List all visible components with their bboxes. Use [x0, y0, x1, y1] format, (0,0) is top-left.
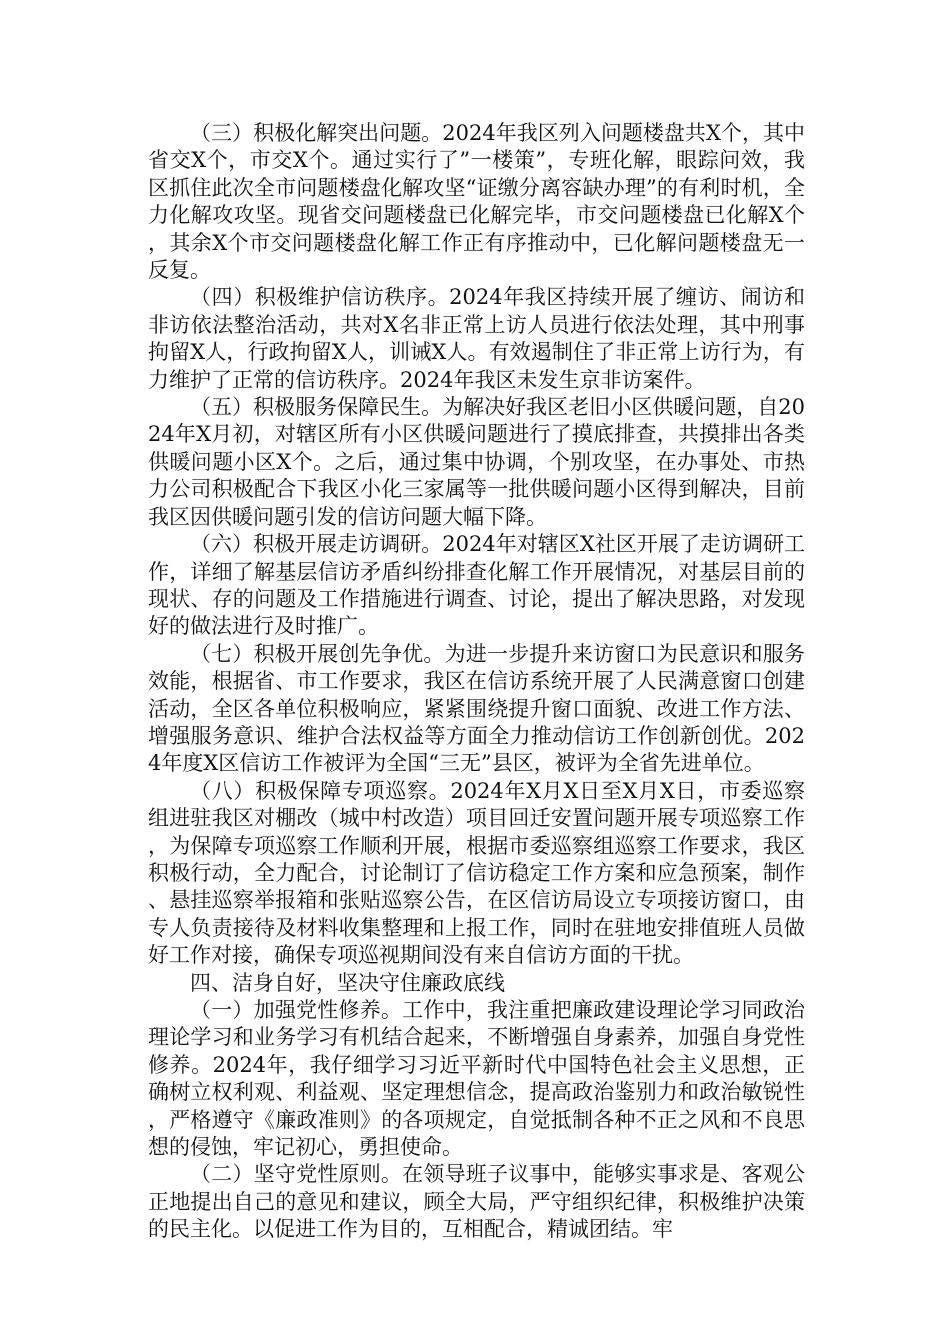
paragraph-4-petition-order: （四）积极维护信访秩序。2024年我区持续开展了缠访、闹访和非访依法整治活动，共对X名非正常上访人员进行依法处理，其中刑事拘留X人，行政拘留X人，训诫X人。有效遏制住了非正常上访行为，有力维护了正常的信访秩序。2024年我区未发生京非访案件。	[148, 285, 805, 392]
section-heading: 四、洁身自好，坚决守住廉政底线	[190, 970, 505, 995]
paragraph-8-inspection: （八）积极保障专项巡察。2024年X月X日至X月X日，市委巡察组进驻我区对棚改（城中村改造）项目回迁安置问题开展专项巡察工作，为保障专项巡察工作顺利开展，根据市委巡察组巡察工作要求，我区积极行动，全力配合，讨论制订了信访稳定工作方案和应急预案，制作、悬挂巡察举报箱和张贴巡察公告，在区信访局设立专项接访窗口，由专人负责接待及材料收集整理和上报工作，同时在驻地安排值班人员做好工作对接，确保专项巡视期间没有来自信访方面的干扰。	[148, 778, 805, 968]
paragraph-6-visits: （六）积极开展走访调研。2024年对辖区X社区开展了走访调研工作，详细了解基层信访矛盾纠纷排查化解工作开展情况，对基层目前的现状、存的问题及工作措施进行调查、讨论，提出了解决思路，对发现好的做法进行及时推广。	[148, 532, 805, 639]
paragraph-5-heating: （五）积极服务保障民生。为解决好我区老旧小区供暖问题，自2024年X月初，对辖区所有小区供暖问题进行了摸底排查，共摸排出各类供暖问题小区X个。之后，通过集中协调，个别攻坚，在办事处、市热力公司积极配合下我区小化三家属等一批供暖问题小区得到解决，目前我区因供暖问题引发的信访问题大幅下降。	[148, 395, 805, 529]
paragraph-7-excellence: （七）积极开展创先争优。为进一步提升来访窗口为民意识和服务效能，根据省、市工作要求，我区在信访系统开展了人民满意窗口创建活动，全区各单位积极响应，紧紧围绕提升窗口面貌、改进工作方法、增强服务意识、维护合法权益等方面全力推动信访工作创新创优。2024年度X区信访工作被评为全国“三无”县区，被评为全省先进单位。	[148, 641, 805, 776]
document-body	[148, 120, 805, 1244]
paragraph-3-problem-buildings: （三）积极化解突出问题。2024年我区列入问题楼盘共X个，其中省交X个，市交X个。通过实行了”一楼策”，专班化解，眼踪问效，我区抓住此次全市问题楼盘化解攻坚“证缴分离容缺办理”的有利时机，全力化解攻攻坚。现省交问题楼盘已化解完毕，市交问题楼盘已化解X个，其余X个市交问题楼盘化解工作正有序推动中，已化解问题楼盘无一反复。	[148, 121, 805, 283]
paragraph-party-cultivation: （一）加强党性修养。工作中，我注重把廉政建设理论学习同政治理论学习和业务学习有机结合起来，不断增强自身素养，加强自身党性修养。2024年，我仔细学习习近平新时代中国特色社会主义思想，正确树立权利观、利益观、坚定理想信念，提高政治鉴别力和政治敏锐性，严格遵守《廉政准则》的各项规定，自觉抵制各种不正之风和不良思想的侵蚀，牢记初心，勇担使命。	[148, 998, 805, 1160]
paragraph-party-principle: （二）坚守党性原则。在领导班子议事中，能够实事求是、客观公正地提出自己的意见和建议，顾全大局，严守组织纪律，积极维护决策的民主化。以促进工作为目的，互相配合，精诚团结。牢	[148, 1162, 805, 1242]
